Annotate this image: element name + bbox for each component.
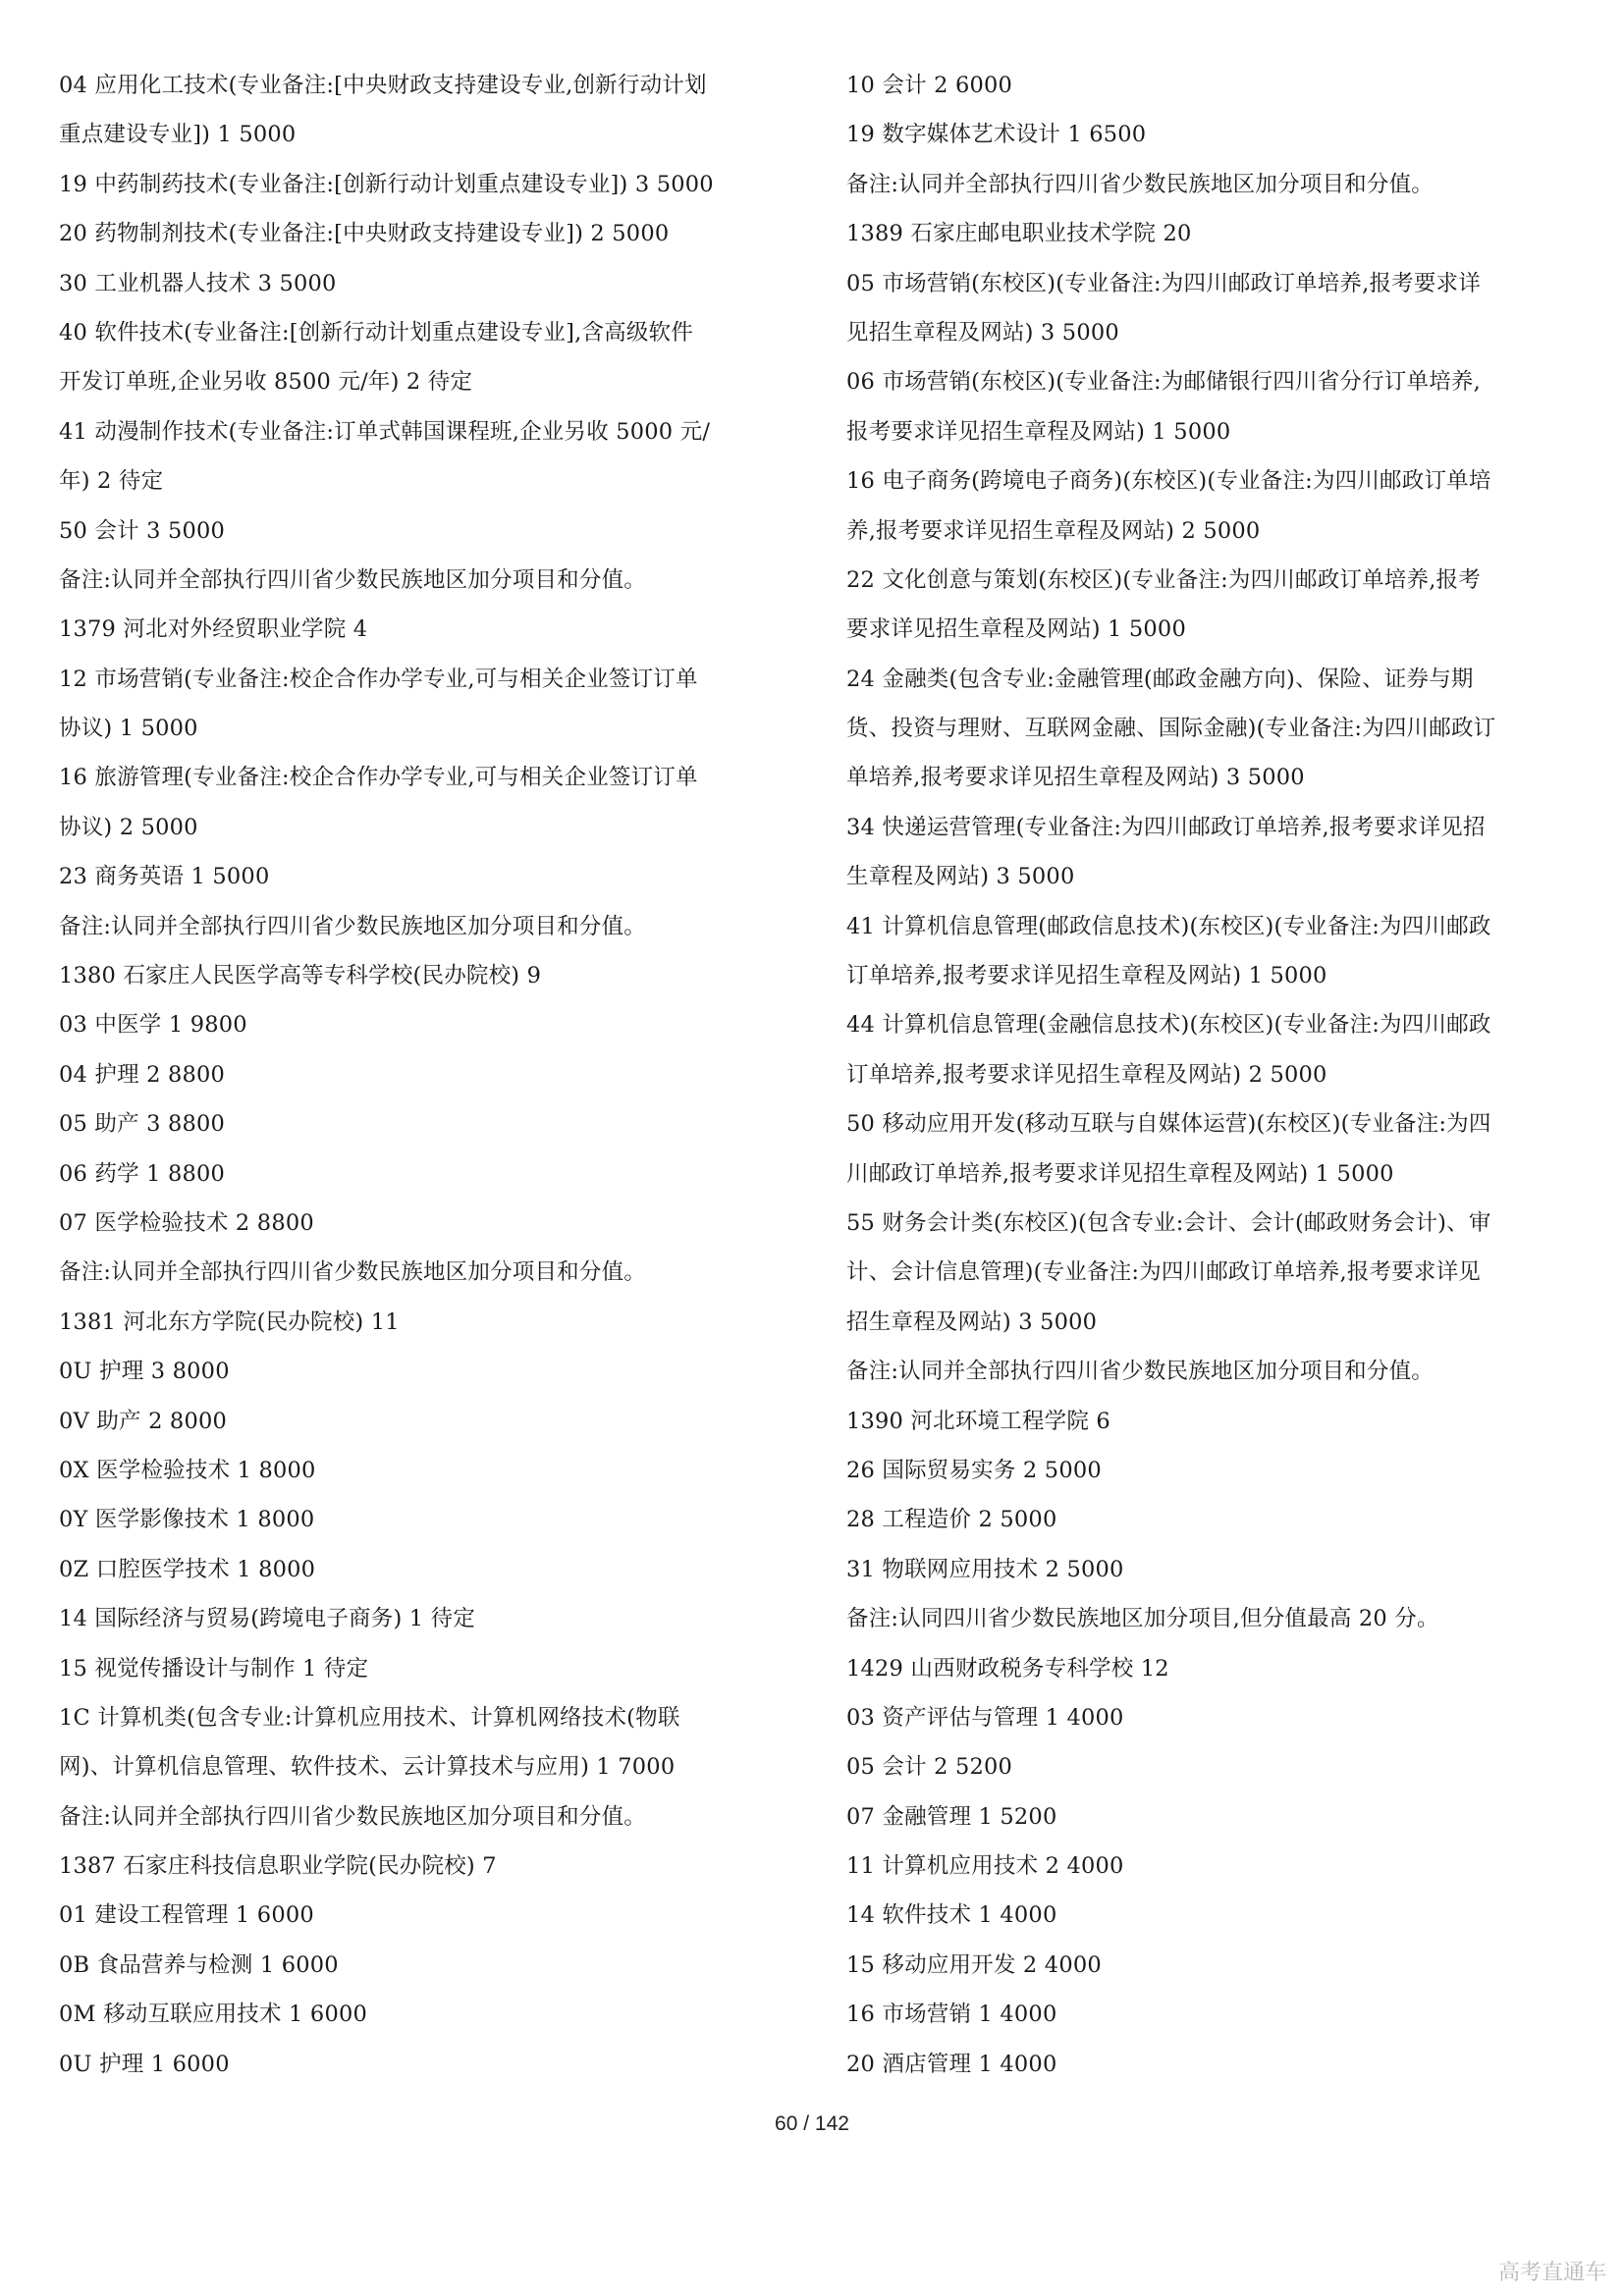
text-line: 41 动漫制作技术(专业备注:订单式韩国课程班,企业另收 5000 元/ [59, 418, 711, 445]
text-line: 16 旅游管理(专业备注:校企合作办学专业,可与相关企业签订订单 [59, 765, 698, 791]
text-line: 计、会计信息管理)(专业备注:为四川邮政订单培养,报考要求详见 [846, 1259, 1481, 1286]
text-line: 要求详见招生章程及网站) 1 5000 [846, 616, 1186, 643]
text-line: 50 移动应用开发(移动互联与自媒体运营)(东校区)(专业备注:为四 [846, 1111, 1491, 1138]
text-line: 0U 护理 1 6000 [59, 2051, 230, 2077]
text-line: 1389 石家庄邮电职业技术学院 20 [846, 221, 1192, 247]
text-line: 备注:认同并全部执行四川省少数民族地区加分项目和分值。 [846, 1359, 1434, 1385]
text-line: 44 计算机信息管理(金融信息技术)(东校区)(专业备注:为四川邮政 [846, 1012, 1491, 1039]
text-line: 招生章程及网站) 3 5000 [846, 1308, 1098, 1335]
text-line: 31 物联网应用技术 2 5000 [846, 1556, 1124, 1582]
text-line: 15 视觉传播设计与制作 1 待定 [59, 1655, 369, 1682]
text-line: 16 市场营销 1 4000 [846, 2002, 1057, 2028]
text-line: 22 文化创意与策划(东校区)(专业备注:为四川邮政订单培养,报考 [846, 566, 1481, 593]
text-line: 41 计算机信息管理(邮政信息技术)(东校区)(专业备注:为四川邮政 [846, 913, 1491, 939]
text-line: 订单培养,报考要求详见招生章程及网站) 1 5000 [846, 963, 1327, 989]
text-line: 备注:认同并全部执行四川省少数民族地区加分项目和分值。 [59, 1259, 646, 1286]
text-line: 28 工程造价 2 5000 [846, 1507, 1057, 1533]
text-line: 1390 河北环境工程学院 6 [846, 1408, 1110, 1434]
text-line: 50 会计 3 5000 [59, 517, 226, 544]
text-line: 1C 计算机类(包含专业:计算机应用技术、计算机网络技术(物联 [59, 1704, 680, 1731]
text-line: 1387 石家庄科技信息职业学院(民办院校) 7 [59, 1853, 497, 1880]
text-line: 年) 2 待定 [59, 468, 164, 495]
text-line: 0M 移动互联应用技术 1 6000 [59, 2002, 367, 2028]
text-line: 1379 河北对外经贸职业学院 4 [59, 616, 368, 643]
text-line: 11 计算机应用技术 2 4000 [846, 1853, 1124, 1880]
text-line: 06 药学 1 8800 [59, 1160, 226, 1187]
text-line: 0X 医学检验技术 1 8000 [59, 1457, 316, 1483]
text-line: 05 会计 2 5200 [846, 1754, 1013, 1781]
text-line: 40 软件技术(专业备注:[创新行动计划重点建设专业],含高级软件 [59, 319, 693, 346]
text-line: 15 移动应用开发 2 4000 [846, 1951, 1102, 1978]
text-line: 14 软件技术 1 4000 [846, 1902, 1057, 1929]
text-line: 04 应用化工技术(专业备注:[中央财政支持建设专业,创新行动计划 [59, 73, 707, 98]
text-line: 05 市场营销(东校区)(专业备注:为四川邮政订单培养,报考要求详 [846, 270, 1481, 296]
text-line: 协议) 2 5000 [59, 814, 198, 840]
right-column [846, 61, 1593, 2089]
left-column [59, 61, 805, 2089]
text-line: 10 会计 2 6000 [846, 73, 1013, 98]
text-line: 16 电子商务(跨境电子商务)(东校区)(专业备注:为四川邮政订单培 [846, 468, 1491, 495]
text-line: 0V 助产 2 8000 [59, 1408, 227, 1434]
text-line: 01 建设工程管理 1 6000 [59, 1902, 314, 1929]
text-line: 备注:认同并全部执行四川省少数民族地区加分项目和分值。 [59, 1803, 646, 1830]
text-line: 1381 河北东方学院(民办院校) 11 [59, 1308, 400, 1335]
text-line: 单培养,报考要求详见招生章程及网站) 3 5000 [846, 765, 1305, 791]
text-line: 养,报考要求详见招生章程及网站) 2 5000 [846, 517, 1261, 544]
text-line: 1380 石家庄人民医学高等专科学校(民办院校) 9 [59, 963, 542, 989]
text-line: 12 市场营销(专业备注:校企合作办学专业,可与相关企业签订订单 [59, 666, 698, 692]
text-line: 05 助产 3 8800 [59, 1111, 226, 1138]
text-line: 14 国际经济与贸易(跨境电子商务) 1 待定 [59, 1606, 476, 1632]
text-line: 报考要求详见招生章程及网站) 1 5000 [846, 418, 1231, 445]
text-line: 07 金融管理 1 5200 [846, 1803, 1057, 1830]
text-line: 26 国际贸易实务 2 5000 [846, 1457, 1102, 1483]
text-line: 1429 山西财政税务专科学校 12 [846, 1655, 1169, 1682]
text-line: 24 金融类(包含专业:金融管理(邮政金融方向)、保险、证券与期 [846, 666, 1474, 692]
text-line: 生章程及网站) 3 5000 [846, 864, 1075, 890]
text-line: 见招生章程及网站) 3 5000 [846, 319, 1119, 346]
text-line: 20 药物制剂技术(专业备注:[中央财政支持建设专业]) 2 5000 [59, 221, 670, 247]
text-line: 19 中药制药技术(专业备注:[创新行动计划重点建设专业]) 3 5000 [59, 171, 714, 197]
watermark: 高考直通车 [1497, 2261, 1606, 2285]
page-number: 60 / 142 [775, 2112, 849, 2135]
text-line: 03 中医学 1 9800 [59, 1012, 247, 1039]
text-line: 0Y 医学影像技术 1 8000 [59, 1507, 315, 1533]
text-line: 重点建设专业]) 1 5000 [59, 122, 297, 148]
text-line: 0Z 口腔医学技术 1 8000 [59, 1556, 316, 1582]
text-line: 备注:认同并全部执行四川省少数民族地区加分项目和分值。 [59, 913, 646, 939]
text-line: 55 财务会计类(东校区)(包含专业:会计、会计(邮政财务会计)、审 [846, 1209, 1491, 1236]
text-line: 备注:认同并全部执行四川省少数民族地区加分项目和分值。 [59, 566, 646, 593]
text-line: 07 医学检验技术 2 8800 [59, 1209, 314, 1236]
text-line: 网)、计算机信息管理、软件技术、云计算技术与应用) 1 7000 [59, 1754, 676, 1781]
text-line: 20 酒店管理 1 4000 [846, 2051, 1057, 2077]
text-line: 03 资产评估与管理 1 4000 [846, 1704, 1124, 1731]
text-line: 0U 护理 3 8000 [59, 1359, 230, 1385]
text-line: 备注:认同四川省少数民族地区加分项目,但分值最高 20 分。 [846, 1606, 1439, 1632]
text-line: 0B 食品营养与检测 1 6000 [59, 1951, 339, 1978]
text-line: 30 工业机器人技术 3 5000 [59, 270, 337, 296]
text-line: 19 数字媒体艺术设计 1 6500 [846, 122, 1147, 148]
text-line: 备注:认同并全部执行四川省少数民族地区加分项目和分值。 [846, 171, 1434, 197]
text-line: 川邮政订单培养,报考要求详见招生章程及网站) 1 5000 [846, 1160, 1394, 1187]
text-line: 货、投资与理财、互联网金融、国际金融)(专业备注:为四川邮政订 [846, 716, 1496, 742]
text-line: 06 市场营销(东校区)(专业备注:为邮储银行四川省分行订单培养, [846, 369, 1481, 396]
text-line: 协议) 1 5000 [59, 716, 198, 742]
text-line: 23 商务英语 1 5000 [59, 864, 270, 890]
text-line: 开发订单班,企业另收 8500 元/年) 2 待定 [59, 369, 473, 396]
text-line: 订单培养,报考要求详见招生章程及网站) 2 5000 [846, 1061, 1327, 1088]
text-line: 04 护理 2 8800 [59, 1061, 226, 1088]
text-line: 34 快递运营管理(专业备注:为四川邮政订单培养,报考要求详见招 [846, 814, 1486, 840]
